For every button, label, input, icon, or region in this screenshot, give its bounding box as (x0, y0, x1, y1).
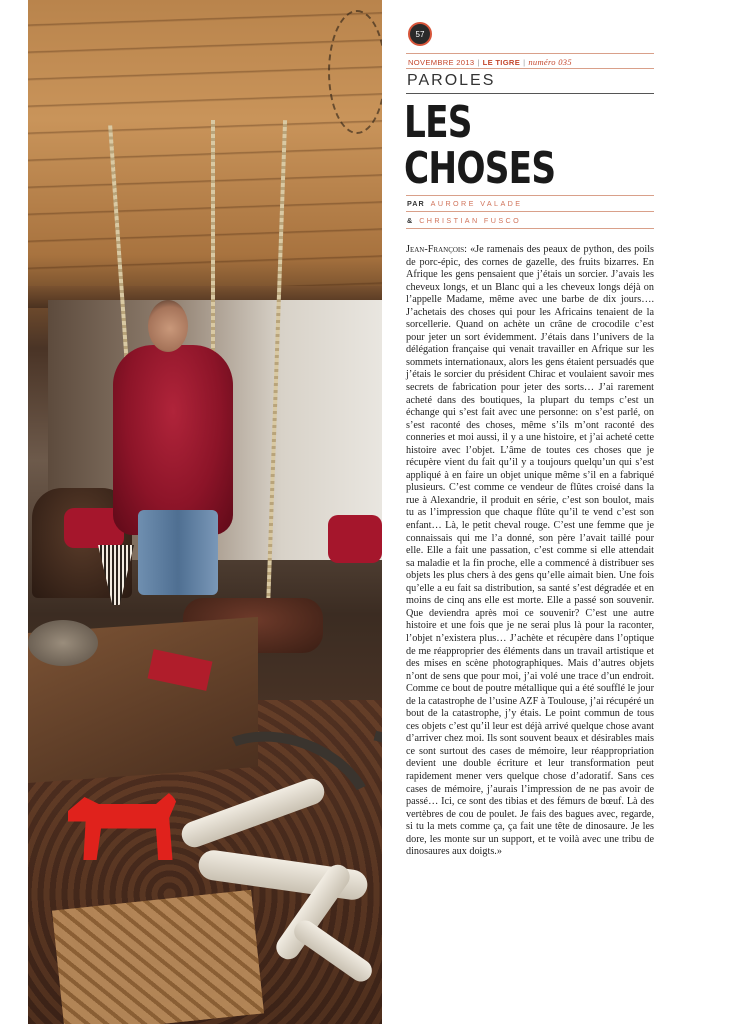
article-text: : «Je ramenais des peaux de python, des poils de porc-épic, des cornes de gazelle, des fruits bizarres. En Afrique les gens pensaient que j’étais un sorcier. J’avais les cheveux longs, et un Blanc qui a les cheveux longs déjà on l’appelle Madame, même avec une barbe de dix jours…. J’achetais des choses qui pour les Africains tenaient de la sorcellerie. Quand on achète un crâne de crocodile c’est pour jeter un sort évidemment. J’étais dans l’univers de la délégation française qui venait travailler en Afrique sur les sommets internationaux, alors les gens étaient persuadés que j’étais le sorcier du président Chirac et voulaient savoir mes secrets de fabrication pour jeter des sorts… J’ai rarement acheté dans des boutiques, la plupart du temps c’est un échange qui s’est fait avec une personne: on s’est parlé, on s’est raconté des choses, même s’ils m’ont raconté des conneries et moi aussi, il y a une histoire, et j’ai acheté cette histoire avec l’objet. L’âme de toutes ces choses que je récupère vient du fait qu’il y a toujours quelqu’un qui s’est appliqué à en faire un objet unique même s’il en a fabriqué plusieurs. C’est comme ce vendeur de flûtes croisé dans la rue à Alexandrie, il produit en série, c’est son boulot, mais tu as l’impression que chaque flûte qu’il te vend c’est son enfant… Là, le petit cheval rouge. C’est une femme que je connaissais qui me l’a donné, son père l’avait taillé pour elle. Elle a fait une passation, c’est comme si elle attendait sa maladie et la fin proche, elle a commencé à distribuer ses objets les plus chers à des gens qu’elle aimait bien. Une fois qu’elle a eu fait sa distribution, sa santé s’est dégradée et en moins de cinq ans elle est morte. Elle a passé son souvenir. Que deviendra après moi ce souvenir? C’est une autre histoire et une fois que je ne serai plus là pour la raconter, l’objet n’existera plus… J’achète et récupère dans l’optique de me réapproprier des éléments dans un travail artistique et des mises en scène photographiques. Mais d’autres objets n’ont de sens que pour moi, j’ai volé une trace d’un endroit. Comme ce bout de poutre métallique qui a été soufflé le jour de la catastrophe de l’usine AZF à Toulouse, j’ai récupéré un bout de la catastrophe, j’y étais. Le point commun de tous ces objets c’est qu’il leur est déjà arrivé quelque chose avant d’arriver chez moi. Ils sont souvent beaux et désirables mais ce sont surtout des cases de mémoire, leur réappropriation devient une double écriture et leur transformation peut rapidement mener vers quelque chose d’adoratif. Sans ces cases de mémoire, j’aurais l’impression de ne pas avoir de passé… Ici, ce sont des tibias et des fémurs de bœuf. Là des vertèbres de cou de poulet. Je fais des bagues avec, regarde, si tu la mets comme ça, ça fait une tête de dinosaure. Je les dore, les monte sur un support, et te voilà avec une tribu de dinosaures aux doigts.» (406, 244, 654, 858)
photo-python-skin (52, 890, 264, 1024)
issue-date: NOVEMBRE 2013 (408, 58, 475, 67)
headline-line-2: CHOSES (404, 143, 556, 194)
byline-ampersand: & (407, 216, 414, 225)
photo-man-red-robe (113, 345, 233, 535)
byline-rule-3 (406, 228, 654, 229)
speaker-name: Jean-François (406, 244, 465, 255)
separator: | (477, 58, 480, 67)
byline-photographer (407, 216, 655, 225)
byline-author (407, 199, 655, 208)
issue-number: numéro 035 (528, 57, 572, 67)
headline-line-1: LES (404, 97, 472, 148)
masthead-rule-top (406, 53, 654, 54)
byline-rule-2 (406, 211, 654, 212)
byline-prefix: PAR (407, 199, 425, 208)
author-name: AURORE VALADE (430, 199, 523, 208)
page-number-badge: 57 (408, 22, 432, 46)
masthead-rule-middle (406, 68, 654, 69)
photo-red-cushion-right (328, 515, 382, 563)
byline-rule-1 (406, 195, 654, 196)
photographer-name: CHRISTIAN FUSCO (419, 216, 522, 225)
separator: | (523, 58, 526, 67)
section-title: PAROLES (407, 72, 496, 89)
photo-wire-lamp (328, 10, 382, 134)
issue-line (408, 57, 654, 67)
article-photo (28, 0, 382, 1024)
magazine-name: LE TIGRE (482, 58, 521, 67)
masthead-rule-bottom (406, 93, 654, 94)
page-title (404, 97, 599, 194)
photo-man-head (148, 300, 188, 352)
photo-man-jeans (138, 510, 218, 595)
photo-plates (28, 620, 98, 666)
photo-wooden-ceiling (28, 0, 382, 300)
article-body (406, 244, 654, 859)
